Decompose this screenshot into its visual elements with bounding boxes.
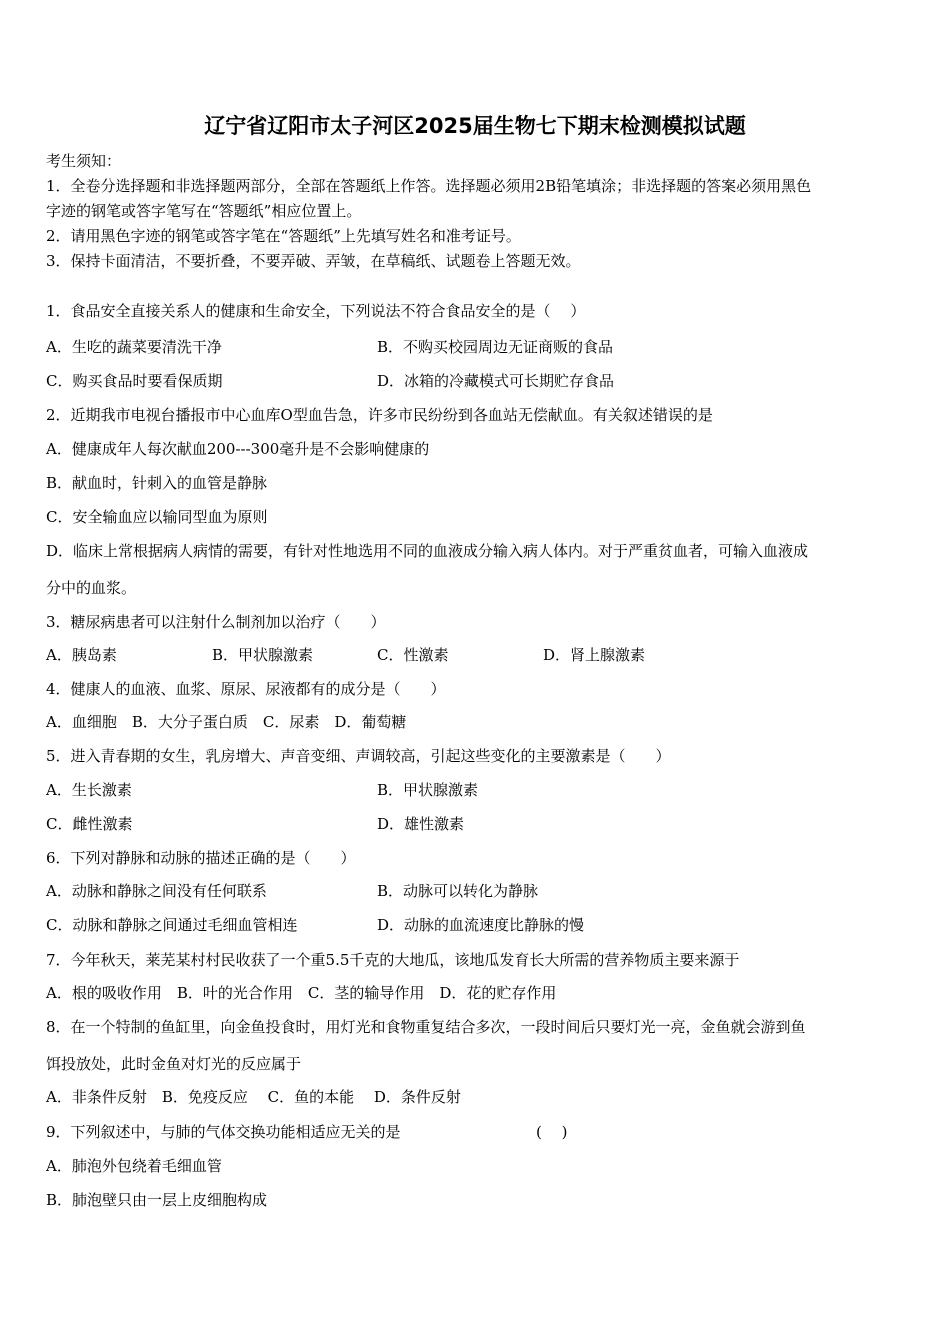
option: A．肺泡外包绕着毛细血管 [46,1157,222,1175]
option: A．动脉和静脉之间没有任何联系 [46,882,267,900]
option: C．动脉和静脉之间通过毛细血管相连 [46,916,298,934]
question-stem: 5．进入青春期的女生，乳房增大、声音变细、声调较高，引起这些变化的主要激素是（ ） [46,747,671,765]
notice-heading: 考生须知： [46,152,122,170]
option: C．购买食品时要看保质期 [46,372,223,390]
option: A．根的吸收作用 B．叶的光合作用 C．茎的输导作用 D．花的贮存作用 [46,984,557,1002]
option: A．生吃的蔬菜要清洗干净 [46,338,222,356]
option: 分中的血浆。 [46,579,137,597]
option: D．雄性激素 [377,815,465,833]
notice-item: 2．请用黑色字迹的钢笔或答字笔在“答题纸”上先填写姓名和准考证号。 [46,227,521,245]
option: A．非条件反射 B．免疫反应 C．鱼的本能 D．条件反射 [46,1088,461,1106]
option: C．性激素 [377,646,449,664]
question-stem: 9．下列叙述中，与肺的气体交换功能相适应无关的是 [46,1123,401,1141]
question-stem: 1．食品安全直接关系人的健康和生命安全，下列说法不符合食品安全的是（ ） [46,302,586,320]
option: A．胰岛素 [46,646,117,664]
question-stem: 4．健康人的血液、血浆、原尿、尿液都有的成分是（ ） [46,680,446,698]
option: C．雌性激素 [46,815,133,833]
option: B．甲状腺激素 [377,781,479,799]
question-stem: 8．在一个特制的鱼缸里，向金鱼投食时，用灯光和食物重复结合多次，一段时间后只要灯光一亮，金鱼就会游到鱼 [46,1018,806,1036]
notice-item: 字迹的钢笔或答字笔写在“答题纸”相应位置上。 [46,202,362,220]
option: D．动脉的血流速度比静脉的慢 [377,916,585,934]
answer-parentheses: ( ) [536,1123,568,1141]
option: B．动脉可以转化为静脉 [377,882,539,900]
question-stem-continued: 饵投放处，此时金鱼对灯光的反应属于 [46,1055,302,1073]
notice-item: 3．保持卡面清洁，不要折叠，不要弄破、弄皱，在草稿纸、试题卷上答题无效。 [46,252,581,270]
question-stem: 2．近期我市电视台播报市中心血库O型血告急，许多市民纷纷到各血站无偿献血。有关叙述错误的是 [46,406,713,424]
option: B．肺泡壁只由一层上皮细胞构成 [46,1191,268,1209]
option: B．不购买校园周边无证商贩的食品 [377,338,614,356]
option: D．肾上腺激素 [543,646,646,664]
option: A．健康成年人每次献血200---300毫升是不会影响健康的 [46,440,430,458]
question-stem: 7．今年秋天，莱芜某村村民收获了一个重5.5千克的大地瓜，该地瓜发育长大所需的营养物质主要来源于 [46,951,740,969]
option: B．甲状腺激素 [212,646,314,664]
option: D．临床上常根据病人病情的需要，有针对性地选用不同的血液成分输入病人体内。对于严重贫血者，可输入血液成 [46,542,809,560]
option: A．生长激素 [46,781,132,799]
option: B．献血时，针刺入的血管是静脉 [46,474,268,492]
option: A．血细胞 B．大分子蛋白质 C．尿素 D．葡萄糖 [46,713,407,731]
question-stem: 3．糖尿病患者可以注射什么制剂加以治疗（ ） [46,613,386,631]
option: C．安全输血应以输同型血为原则 [46,508,268,526]
notice-item: 1．全卷分选择题和非选择题两部分，全部在答题纸上作答。选择题必须用2B铅笔填涂；非选择题的答案必须用黑色 [46,177,812,195]
page-title: 辽宁省辽阳市太子河区2025届生物七下期末检测模拟试题 [204,114,746,138]
question-stem: 6．下列对静脉和动脉的描述正确的是（ ） [46,849,356,867]
option: D．冰箱的冷藏模式可长期贮存食品 [377,372,615,390]
